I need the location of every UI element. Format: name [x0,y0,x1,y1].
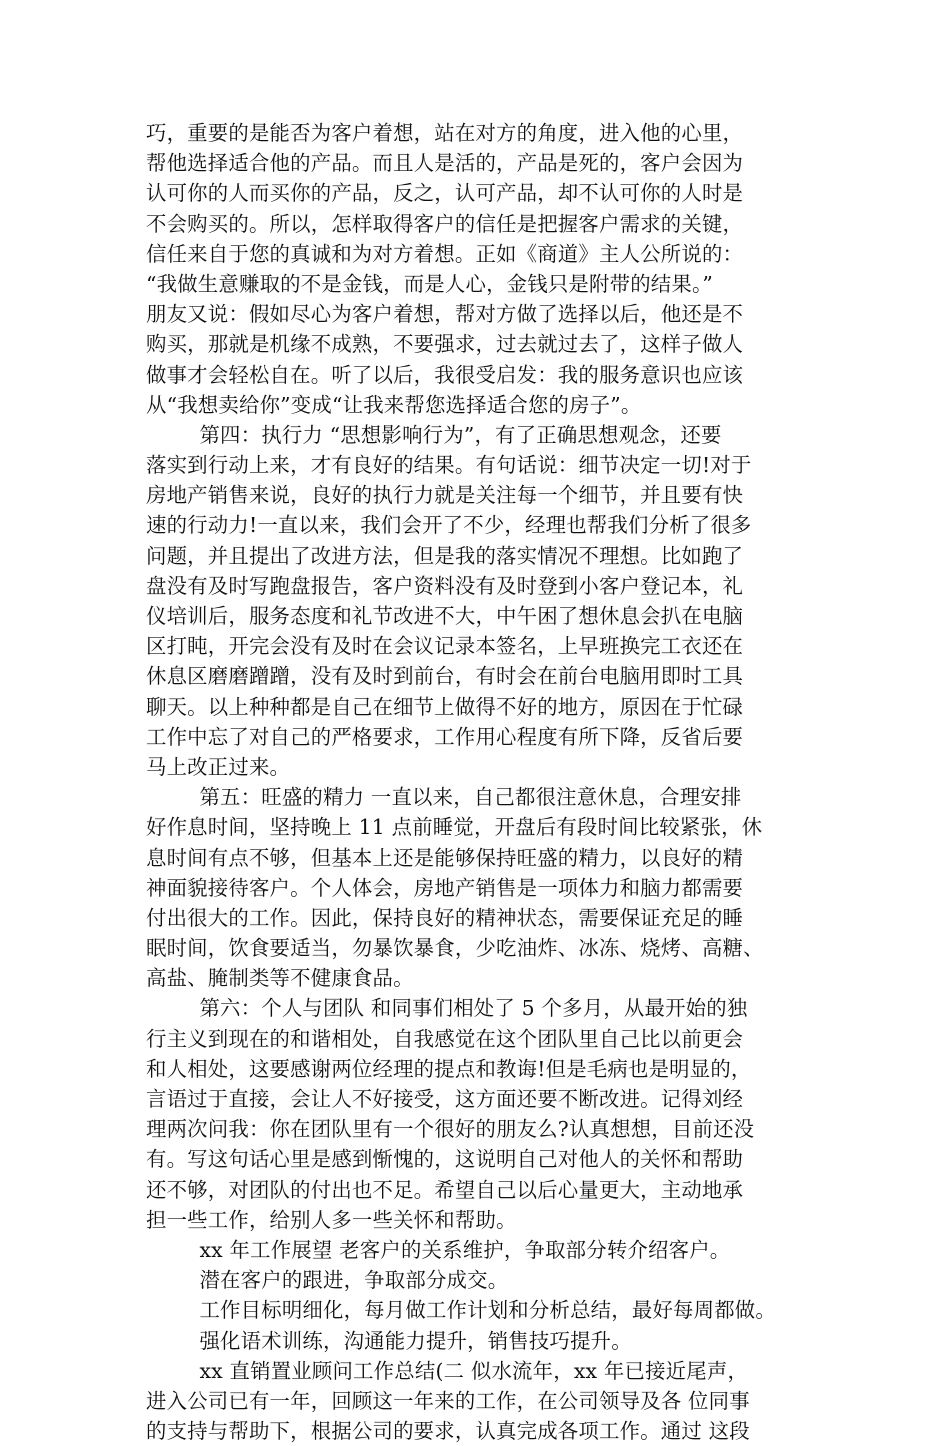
section-heading-line: 第五：旺盛的精力 一直以来，自己都很注意休息，合理安排 [146,785,742,810]
section-heading-line: xx 直销置业顾问工作总结(二 似水流年，xx 年已接近尾声， [146,1358,749,1383]
section-heading-line: 第四：执行力 “思想影响行为”，有了正确思想观念，还要 [146,422,722,447]
outlook-line: 潜在客户的跟进，争取部分成交。 [146,1268,509,1293]
text-line: 信任来自于您的真诚和为对方着想。正如《商道》主人公所说的： [146,241,744,266]
text-line: 问题，并且提出了改进方法，但是我的落实情况不理想。比如跑了 [146,543,744,568]
text-line: 帮他选择适合他的产品。而且人是活的，产品是死的，客户会因为 [146,151,744,176]
text-line: 不会购买的。所以，怎样取得客户的信任是把握客户需求的关键， [146,211,744,236]
outlook-line: 强化语术训练，沟通能力提升，销售技巧提升。 [146,1328,632,1353]
text-line: 房地产销售来说，良好的执行力就是关注每一个细节，并且要有快 [146,483,744,508]
text-line: 从“我想卖给你”变成“让我来帮您选择适合您的房子”。 [146,392,642,417]
text-line: 息时间有点不够，但基本上还是能够保持旺盛的精力，以良好的精 [146,845,744,870]
text-line: 还不够，对团队的付出也不足。希望自己以后心量更大，主动地承 [146,1177,744,1202]
text-line: 理两次问我：你在团队里有一个很好的朋友么?认真想想，目前还没 [146,1117,755,1142]
text-line: 高盐、腌制类等不健康食品。 [146,966,414,991]
outlook-line: xx 年工作展望 老客户的关系维护，争取部分转介绍客户。 [146,1237,731,1262]
text-line: 行主义到现在的和谐相处，自我感觉在这个团队里自己比以前更会 [146,1026,744,1051]
text-line: 速的行动力!一直以来，我们会开了不少，经理也帮我们分析了很多 [146,513,752,538]
text-line: 付出很大的工作。因此，保持良好的精神状态，需要保证充足的睡 [146,905,744,930]
outlook-line: 工作目标明细化，每月做工作计划和分析总结，最好每周都做。 [146,1298,776,1323]
text-line: 朋友又说：假如尽心为客户着想，帮对方做了选择以后，他还是不 [146,302,744,327]
text-line: 言语过于直接，会让人不好接受，这方面还要不断改进。记得刘经 [146,1087,744,1111]
text-line: 眠时间，饮食要适当，勿暴饮暴食，少吃油炸、冰冻、烧烤、高糖、 [146,936,764,961]
text-line: 仪培训后，服务态度和礼节改进不大，中午困了想休息会扒在电脑 [146,604,744,628]
text-line: 工作中忘了对自己的严格要求，工作用心程度有所下降，反省后要 [146,724,744,749]
text-line: 有。写这句话心里是感到惭愧的，这说明自己对他人的关怀和帮助 [146,1147,744,1172]
text-line: 的支持与帮助下，根据公司的要求，认真完成各项工作。通过 这段 [146,1419,750,1444]
text-line: 巧，重要的是能否为客户着想，站在对方的角度，进入他的心里， [146,121,744,145]
text-line: 认可你的人而买你的产品，反之，认可产品，却不认可你的人时是 [146,181,744,206]
text-line: 担一些工作，给别人多一些关怀和帮助。 [146,1207,517,1232]
text-line: “我做生意赚取的不是金钱，而是人心，金钱只是附带的结果。” [146,271,713,296]
text-line: 落实到行动上来，才有良好的结果。有句话说：细节决定一切!对于 [146,453,752,478]
text-line: 和人相处，这要感谢两位经理的提点和教诲!但是毛病也是明显的， [146,1056,752,1081]
text-line: 区打盹，开完会没有及时在会议记录本签名，上早班换完工衣还在 [146,634,744,659]
text-line: 马上改正过来。 [146,754,291,779]
text-line: 盘没有及时写跑盘报告，客户资料没有及时登到小客户登记本，礼 [146,573,744,598]
body-text [146,118,826,1446]
text-line: 进入公司已有一年，回顾这一年来的工作，在公司领导及各 位同事 [146,1388,750,1413]
section-heading-line: 第六：个人与团队 和同事们相处了 5 个多月，从最开始的独 [146,996,748,1021]
text-line: 做事才会轻松自在。听了以后，我很受启发：我的服务意识也应该 [146,362,744,387]
text-line: 好作息时间，坚持晚上 11 点前睡觉，开盘后有段时间比较紧张，休 [146,815,763,840]
text-line: 聊天。以上种种都是自己在细节上做得不好的地方，原因在于忙碌 [146,694,744,719]
text-line: 休息区磨磨蹭蹭，没有及时到前台，有时会在前台电脑用即时工具 [146,664,744,689]
text-line: 购买，那就是机缘不成熟，不要强求，过去就过去了，这样子做人 [146,332,744,357]
text-line: 神面貌接待客户。个人体会，房地产销售是一项体力和脑力都需要 [146,875,744,900]
